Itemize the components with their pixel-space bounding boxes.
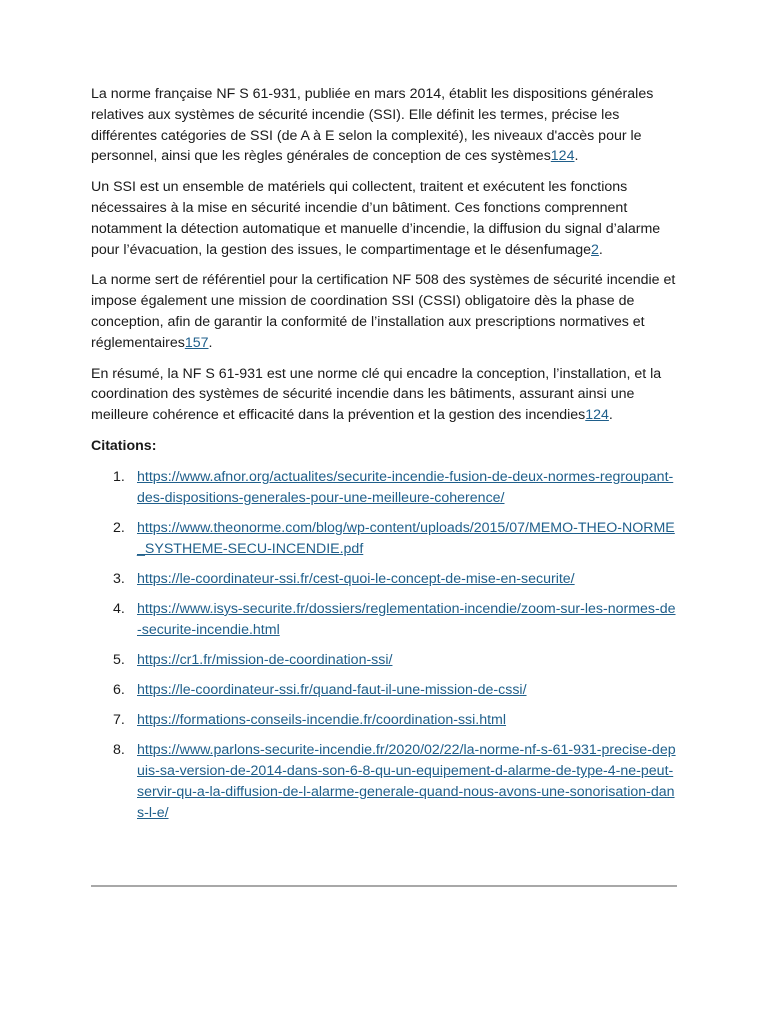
paragraph-2: [91, 177, 677, 260]
citation-link[interactable]: https://le-coordinateur-ssi.fr/quand-faut-il-une-mission-de-cssi/: [137, 682, 527, 699]
citation-item: [91, 740, 677, 823]
citation-link[interactable]: https://cr1.fr/mission-de-coordination-ssi/: [137, 651, 393, 668]
citation-item: [91, 710, 677, 731]
citation-item: [91, 680, 677, 701]
horizontal-divider: [91, 885, 677, 887]
reference-link[interactable]: 124: [550, 148, 575, 165]
paragraph-end: .: [608, 407, 613, 424]
citations-list: [91, 467, 677, 824]
paragraph-text: Un SSI est un ensemble de matériels qui collectent, traitent et exécutent les fonctions nécessaires à la mise en sécurité incendie d’un bâtiment. Ces fonctions comprennent notamment la détection automatique et manuelle d’incendie, la diffusion du signal d’alarme pour l’évacuation, la gestion des issues, le compartimentage et le désenfumage: [91, 179, 661, 258]
citation-number: 3.: [113, 570, 125, 587]
paragraph-4: [91, 364, 677, 426]
citation-link[interactable]: https://www.afnor.org/actualites/securite-incendie-fusion-de-deux-normes-regroupant-des-dispositions-generales-pour-une-meilleure-coherence/: [137, 468, 674, 506]
citation-number: 5.: [113, 651, 125, 668]
paragraph-text: La norme sert de référentiel pour la certification NF 508 des systèmes de sécurité incendie et impose également une mission de coordination SSI (CSSI) obligatoire dès la phase de conception, afin de garantir la conformité de l’installation aux prescriptions normatives et réglementaires: [91, 272, 676, 351]
citation-number: 8.: [113, 742, 125, 759]
document-body: [91, 84, 677, 833]
paragraph-end: .: [208, 334, 213, 351]
citation-link[interactable]: https://www.isys-securite.fr/dossiers/reglementation-incendie/zoom-sur-les-normes-de-securite-incendie.html: [137, 600, 676, 638]
citation-number: 4.: [113, 600, 125, 617]
citation-link[interactable]: https://www.theonorme.com/blog/wp-content/uploads/2015/07/MEMO-THEO-NORME_SYSTHEME-SECU-INCENDIE.pdf: [137, 519, 675, 557]
citation-item: [91, 650, 677, 671]
reference-link[interactable]: 124: [585, 407, 609, 424]
reference-link[interactable]: 2: [591, 241, 599, 258]
paragraph-end: .: [574, 148, 579, 165]
paragraph-end: .: [598, 241, 603, 258]
citation-link[interactable]: https://formations-conseils-incendie.fr/coordination-ssi.html: [137, 712, 507, 729]
citation-number: 2.: [113, 519, 125, 536]
citation-link[interactable]: https://le-coordinateur-ssi.fr/cest-quoi-le-concept-de-mise-en-securite/: [137, 570, 575, 587]
citation-number: 1.: [113, 468, 125, 485]
citations-heading: Citations:: [91, 437, 157, 454]
paragraph-3: [91, 270, 677, 353]
citation-link[interactable]: https://www.parlons-securite-incendie.fr/2020/02/22/la-norme-nf-s-61-931-precise-depuis-sa-version-de-2014-dans-son-6-8-qu-un-equipement-d-alarme-de-type-4-ne-peut-servir-qu-a-la-diffusion-de-l-alarme-generale-quand-nous-avons-une-sonorisation-dans-l-e/: [137, 742, 676, 821]
citation-item: [91, 467, 677, 509]
citation-number: 6.: [113, 682, 125, 699]
paragraph-text: En résumé, la NF S 61-931 est une norme clé qui encadre la conception, l’installation, et la coordination des systèmes de sécurité incendie dans les bâtiments, assurant ainsi une meilleure cohérence et efficacité dans la prévention et la gestion des incendies: [91, 365, 662, 424]
citation-item: [91, 569, 677, 590]
citation-item: [91, 599, 677, 641]
citation-number: 7.: [113, 712, 125, 729]
paragraph-1: [91, 84, 677, 167]
citation-item: [91, 518, 677, 560]
paragraph-text: La norme française NF S 61-931, publiée en mars 2014, établit les dispositions générales relatives aux systèmes de sécurité incendie (SSI). Elle définit les termes, précise les différentes catégories de SSI (de A à E selon la complexité), les niveaux d'accès pour le personnel, ainsi que les règles générales de conception de ces systèmes: [91, 86, 654, 165]
reference-link[interactable]: 157: [184, 334, 209, 351]
